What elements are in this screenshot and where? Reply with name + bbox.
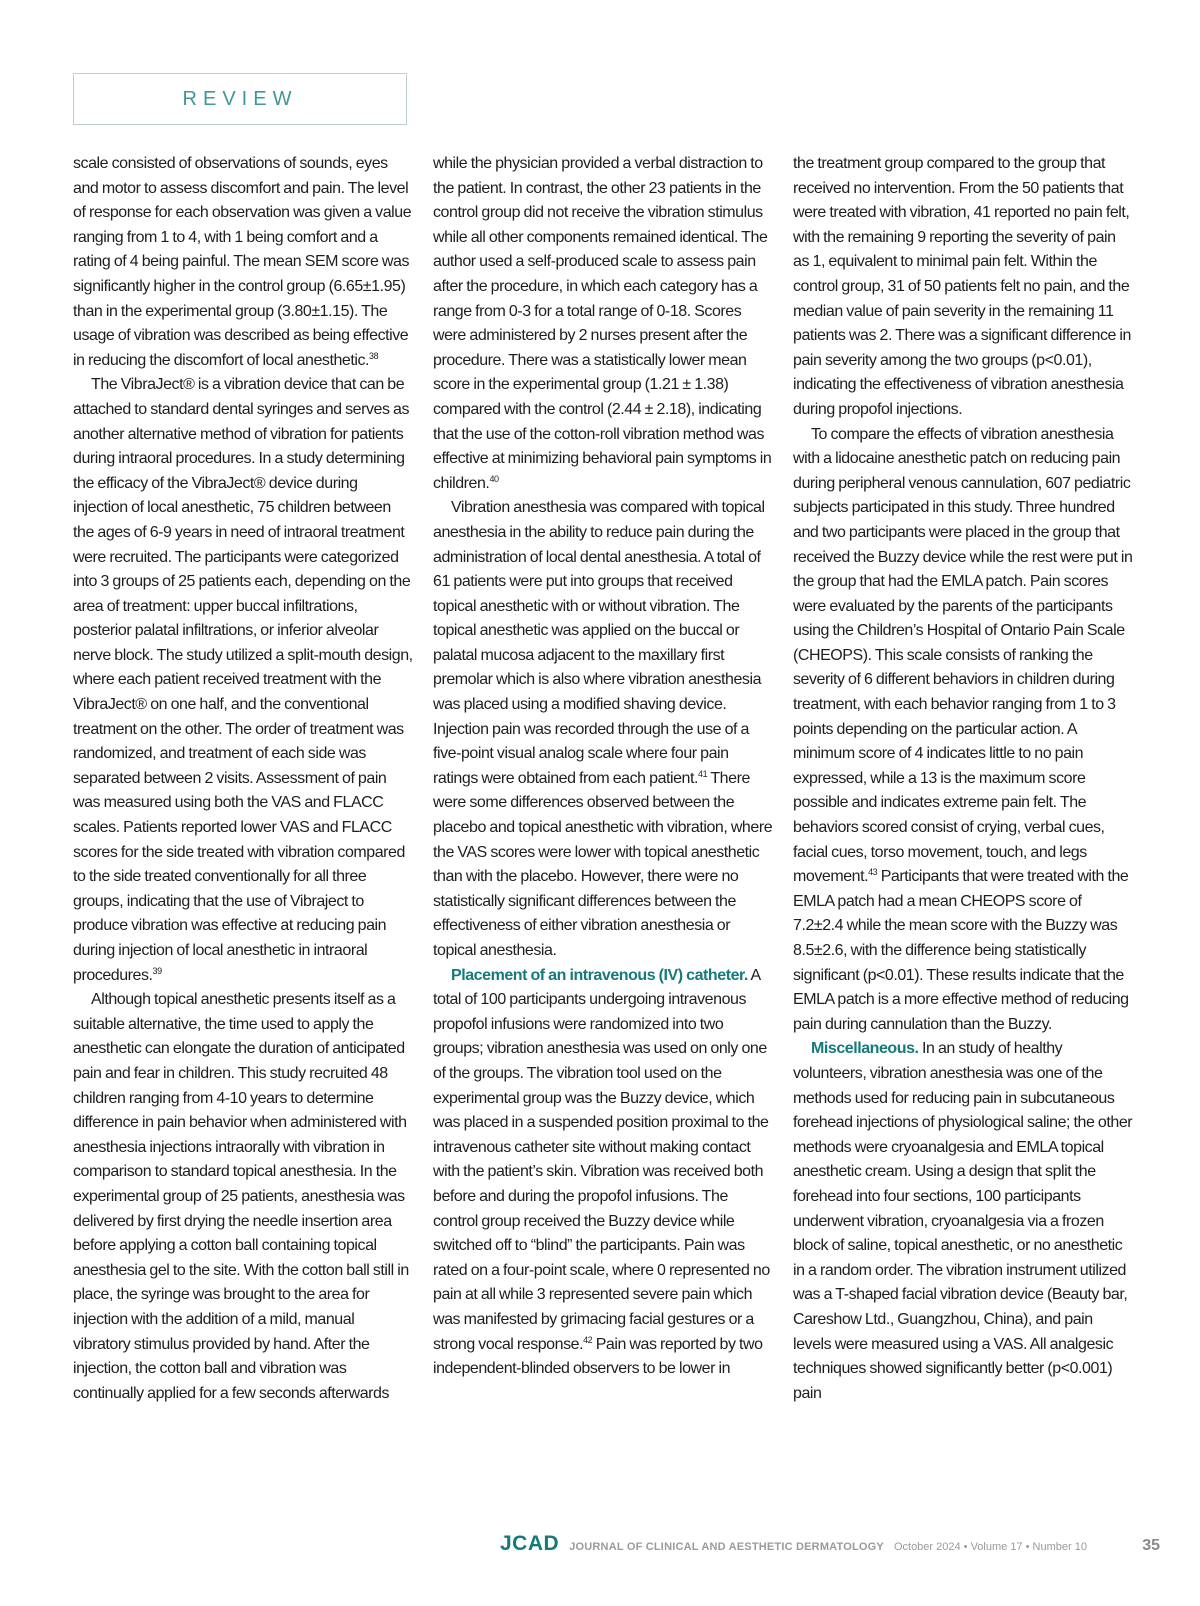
reference-marker: 41 [698,768,708,779]
paragraph: Placement of an intravenous (IV) catheter. A total of 100 participants undergoing intravenous propofol infusions were randomized into two groups; vibration anesthesia was used on only one of the groups. The vibration tool used on the experimental group was the Buzzy device, which was placed in a suspended position proximal to the intravenous catheter site without making contact with the patient’s skin. Vibration was received both before and during the propofol infusions. The control group received the Buzzy device while switched off to “blind” the participants. Pain was rated on a four-point scale, where 0 represented no pain at all while 3 represented severe pain which was manifested by grimacing facial gestures or a strong vocal response.$^{42}$ Pain was reported by two independent-blinded observers to be lower in [433,966,770,1378]
reference-marker: 42 [583,1334,593,1345]
subsection-heading: Miscellaneous. [811,1040,919,1058]
paragraph: Miscellaneous. In an study of healthy volunteers, vibration anesthesia was one of the methods used for reducing pain in subcutaneous forehead injections of physiological saline; the other methods were cryoanalgesia and EMLA topical anesthetic cream. Using a design that split the forehead into four sections, 100 participants underwent vibration, cryoanalgesia via a frozen block of saline, topical anesthetic, or no anesthetic in a random order. The vibration instrument utilized was a T-shaped facial vibration device (Beauty bar, Careshow Ltd., Guangzhou, China), and pain levels were measured using a VAS. All analgesic techniques showed significantly better (p<0.001) pain [793,1040,1133,1402]
journal-name: JOURNAL OF CLINICAL AND AESTHETIC DERMATOLOGY [569,1541,884,1553]
journal-abbreviation: JCAD [500,1532,560,1555]
section-label: REVIEW [182,87,298,110]
text-column-1 [73,152,413,1492]
paragraph: To compare the effects of vibration anesthesia with a lidocaine anesthetic patch on reducing pain during peripheral venous cannulation, 607 pediatric subjects participated in this study. Three hundred and two participants were placed in the group that received the Buzzy device while the rest were put in the group that had the EMLA patch. Pain scores were evaluated by the parents of the participants using the Children’s Hospital of Ontario Pain Scale (CHEOPS). This scale consists of ranking the severity of 6 different behaviors in children during treatment, with each behavior ranging from 1 to 3 points depending on the particular action. A minimum score of 4 indicates little to no pain expressed, while a 13 is the maximum score possible and indicates extreme pain felt. The behaviors scored consist of crying, verbal cues, facial cues, torso movement, touch, and legs movement.$^{43}$ Participants that were treated with the EMLA patch had a mean CHEOPS score of 7.2±2.4 while the mean score with the Buzzy was 8.5±2.6, with the difference being statistically significant (p<0.01). These results indicate that the EMLA patch is a more effective method of reducing pain during cannulation than the Buzzy. [793,425,1133,1033]
reference-marker: 39 [152,965,162,976]
paragraph: The VibraJect® is a vibration device that can be attached to standard dental syringes and serves as another alternative method of vibration for patients during intraoral procedures. In a study determining the efficacy of the VibraJect® device during injection of local anesthetic, 75 children between the ages of 6-9 years in need of intraoral treatment were recruited. The participants were categorized into 3 groups of 25 patients each, depending on the area of treatment: upper buccal infiltrations, posterior palatal infiltrations, or inferior alveolar nerve block. The study utilized a split-mouth design, where each patient received treatment with the VibraJect® on one half, and the conventional treatment on the other. The order of treatment was randomized, and treatment of each side was separated between 2 visits. Assessment of pain was measured using both the VAS and FLACC scales. Patients reported lower VAS and FLACC scores for the side treated with vibration compared to the side treated conventionally for all three groups, indicating that the use of Vibraject to produce vibration was effective at reducing pain during injection of local anesthetic in intraoral procedures.$^{39}$ [73,376,413,984]
text-column-3 [793,152,1133,1492]
section-label-box [73,73,407,125]
subsection-heading: Placement of an intravenous (IV) catheter. [451,966,748,984]
text-column-2 [433,152,773,1492]
reference-marker: 40 [489,473,499,484]
paragraph: Vibration anesthesia was compared with topical anesthesia in the ability to reduce pain during the administration of local dental anesthesia. A total of 61 patients were put into groups that received topical anesthetic with or without vibration. The topical anesthetic was applied on the buccal or palatal mucosa adjacent to the maxillary first premolar which is also where vibration anesthesia was placed using a modified shaving device. Injection pain was recorded through the use of a five-point visual analog scale where four pain ratings were obtained from each patient.$^{41}$ There were some differences observed between the placebo and topical anesthetic with vibration, where the VAS scores were lower with topical anesthetic than with the placebo. However, there were no statistically significant differences between the effectiveness of either vibration anesthesia or topical anesthesia. [433,499,773,959]
page-number: 35 [1142,1537,1160,1554]
paragraph: the treatment group compared to the group that received no intervention. From the 50 patients that were treated with vibration, 41 reported no pain felt, with the remaining 9 reporting the severity of pain as 1, equivalent to minimal pain felt. Within the control group, 31 of 50 patients felt no pain, and the median value of pain severity in the remaining 11 patients was 2. There was a significant difference in pain severity among the two groups (p<0.01), indicating the effectiveness of vibration anesthesia during propofol injections. [793,155,1131,418]
issue-info: October 2024 • Volume 17 • Number 10 [893,1541,1087,1553]
reference-marker: 38 [369,350,379,361]
reference-marker: 43 [868,867,878,878]
paragraph: Although topical anesthetic presents itself as a suitable alternative, the time used to apply the anesthetic can elongate the duration of anticipated pain and fear in children. This study recruited 48 children ranging from 4-10 years to determine difference in pain behavior when administered with anesthesia injections intraorally with vibration in comparison to standard topical anesthesia. In the experimental group of 25 patients, anesthesia was delivered by first drying the needle insertion area before applying a cotton ball containing topical anesthesia gel to the site. With the cotton ball still in place, the syringe was brought to the area for injection with the addition of a mild, manual vibratory stimulus provided by hand. After the injection, the cotton ball and vibration was continually applied for a few seconds afterwards [73,991,409,1402]
paragraph: scale consisted of observations of sounds, eyes and motor to assess discomfort and pain. The level of response for each observation was given a value ranging from 1 to 4, with 1 being comfort and a rating of 4 being painful. The mean SEM score was significantly higher in the control group (6.65±1.95) than in the experimental group (3.80±1.15). The usage of vibration was described as being effective in reducing the discomfort of local anesthetic.$^{38}$ [73,155,412,369]
paragraph: while the physician provided a verbal distraction to the patient. In contrast, the other 23 patients in the control group did not receive the vibration stimulus while all other components remained identical. The author used a self-produced scale to assess pain after the procedure, in which each category has a range from 0-3 for a total range of 0-18. Scores were administered by 2 nurses present after the procedure. There was a statistically lower mean score in the experimental group (1.21 ± 1.38) compared with the control (2.44 ± 2.18), indicating that the use of the cotton-roll vibration method was effective at minimizing behavioral pain symptoms in children.$^{40}$ [433,155,772,492]
page-footer [500,1532,1160,1560]
